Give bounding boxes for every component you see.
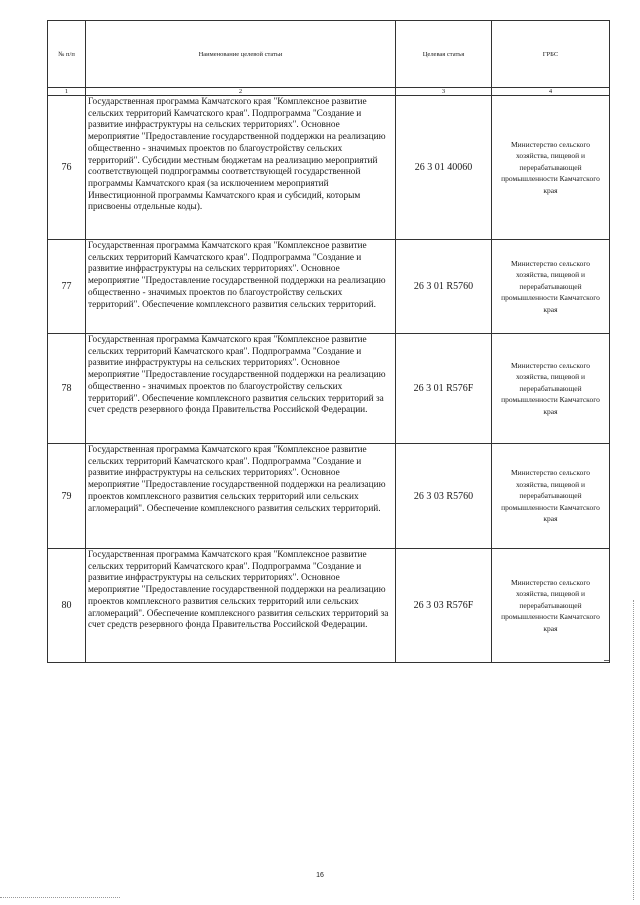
grbs-name: Министерство сельского хозяйства, пищевой и перерабатывающей промышленности Камчатского края	[492, 240, 610, 334]
budget-classification-table	[47, 20, 610, 663]
target-article-code: 26 3 01 R5760	[396, 240, 492, 334]
col-number: 2	[86, 88, 396, 96]
scan-edge-mark	[633, 600, 634, 900]
target-article-name: Государственная программа Камчатского края "Комплексное развитие сельских территорий Камчатского края". Подпрограмма "Создание и развитие инфраструктуры на сельских территориях". Основное мероприятие "Предоставление государственной поддержки на реализацию проектов комплексного развития сельских территорий или сельских агломераций". Обеспечение комплексного развития сельских территорий.	[86, 444, 396, 549]
grbs-name: Министерство сельского хозяйства, пищевой и перерабатывающей промышленности Камчатского края	[492, 334, 610, 444]
target-article-code: 26 3 03 R5760	[396, 444, 492, 549]
table-header-row	[48, 21, 610, 88]
row-number: 79	[48, 444, 86, 549]
row-number: 78	[48, 334, 86, 444]
target-article-code: 26 3 01 R576F	[396, 334, 492, 444]
column-number-row	[48, 88, 610, 96]
header-code: Целевая статья	[396, 21, 492, 88]
table-row	[48, 549, 610, 663]
table-row	[48, 334, 610, 444]
table-row	[48, 444, 610, 549]
row-number: 80	[48, 549, 86, 663]
row-number: 76	[48, 96, 86, 240]
page-number: 16	[316, 872, 324, 879]
scan-edge-mark	[0, 897, 120, 898]
col-number: 4	[492, 88, 610, 96]
target-article-code: 26 3 01 40060	[396, 96, 492, 240]
grbs-name: Министерство сельского хозяйства, пищевой и перерабатывающей промышленности Камчатского края	[492, 96, 610, 240]
table-row	[48, 96, 610, 240]
target-article-name: Государственная программа Камчатского края "Комплексное развитие сельских территорий Камчатского края". Подпрограмма "Создание и развитие инфраструктуры на сельских территориях". Основное мероприятие "Предоставление государственной поддержки на реализацию общественно - значимых проектов по благоустройству сельских территорий". Обеспечение комплексного развития сельских территорий.	[86, 240, 396, 334]
target-article-name: Государственная программа Камчатского края "Комплексное развитие сельских территорий Камчатского края". Подпрограмма "Создание и развитие инфраструктуры на сельских территориях". Основное мероприятие "Предоставление государственной поддержки на реализацию общественно - значимых проектов по благоустройству сельских территорий". Субсидии местным бюджетам на реализацию мероприятий соответствующей подпрограммы соответствующей государственной программы Камчатского края (за исключением мероприятий Инвестиционной программы Камчатского края и субсидий, которым присвоены отдельные коды).	[86, 96, 396, 240]
target-article-name: Государственная программа Камчатского края "Комплексное развитие сельских территорий Камчатского края". Подпрограмма "Создание и развитие инфраструктуры на сельских территориях". Основное мероприятие "Предоставление государственной поддержки на реализацию проектов комплексного развития сельских территорий или сельских агломераций". Обеспечение комплексного развития сельских территорий за счет средств резервного фонда Правительства Российской Федерации.	[86, 549, 396, 663]
table-row	[48, 240, 610, 334]
col-number: 1	[48, 88, 86, 96]
header-num: № п/п	[48, 21, 86, 88]
scan-edge-mark	[604, 660, 609, 661]
grbs-name: Министерство сельского хозяйства, пищевой и перерабатывающей промышленности Камчатского края	[492, 549, 610, 663]
grbs-name: Министерство сельского хозяйства, пищевой и перерабатывающей промышленности Камчатского края	[492, 444, 610, 549]
target-article-name: Государственная программа Камчатского края "Комплексное развитие сельских территорий Камчатского края". Подпрограмма "Создание и развитие инфраструктуры на сельских территориях". Основное мероприятие "Предоставление государственной поддержки на реализацию общественно - значимых проектов по благоустройству сельских территорий". Обеспечение комплексного развития сельских территорий за счет средств резервного фонда Правительства Российской Федерации.	[86, 334, 396, 444]
row-number: 77	[48, 240, 86, 334]
header-name: Наименование целевой статьи	[86, 21, 396, 88]
target-article-code: 26 3 03 R576F	[396, 549, 492, 663]
col-number: 3	[396, 88, 492, 96]
header-grbs: ГРБС	[492, 21, 610, 88]
